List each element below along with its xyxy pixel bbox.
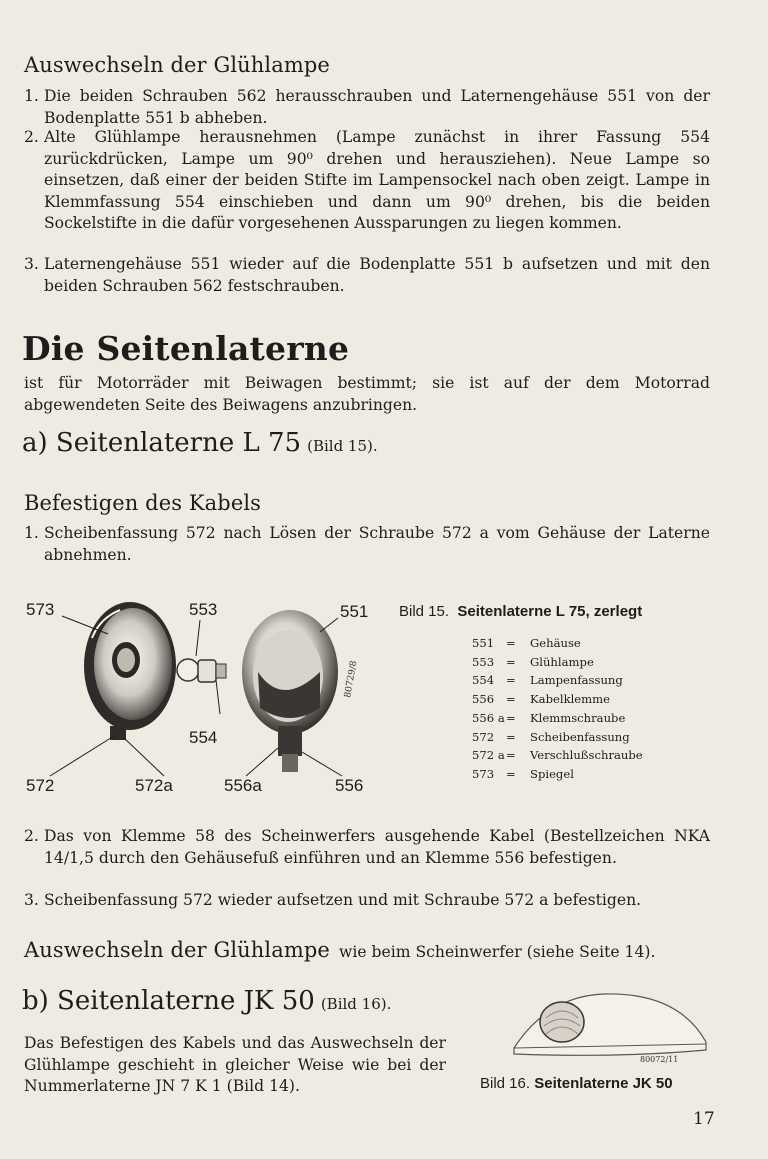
figure-15-drawing — [20, 598, 390, 803]
list-item: 3. Laternengehäuse 551 wieder auf die Bodenplatte 551 b aufsetzen und mit den beiden Schrauben 562 festschrauben. — [24, 255, 710, 295]
figure-15-stamp: 80729/8 — [343, 659, 360, 699]
legend-row: 556 = Kabelklemme — [472, 692, 611, 707]
side-lamp-intro: ist für Motorräder mit Beiwagen bestimmt; sie ist auf der dem Motorrad abgewendeten Seite des Beiwagens anzubringen. — [24, 374, 710, 414]
label-551: 551 — [340, 602, 369, 621]
heading-side-lamp: Die Seitenlaterne — [22, 329, 350, 368]
legend-row: 572 a = Verschlußschraube — [472, 748, 643, 763]
label-554: 554 — [189, 728, 218, 747]
legend-row: 553 = Glühlampe — [472, 654, 594, 669]
list-item: 1. Scheibenfassung 572 nach Lösen der Schraube 572 a vom Gehäuse der Laterne abnehmen. — [24, 524, 710, 564]
label-556: 556 — [335, 776, 364, 795]
legend-row: 572 = Scheibenfassung — [472, 729, 630, 744]
label-556a: 556a — [224, 776, 262, 795]
bulb-replacement-line: Auswechseln der Glühlampe wie beim Scheinwerfer (siehe Seite 14). — [24, 938, 656, 962]
figure-15-legend — [472, 634, 643, 784]
reflector-icon — [540, 1002, 584, 1042]
figure-15-caption: Bild 15. Seitenlaterne L 75, zerlegt — [399, 603, 643, 620]
figure-16-drawing — [508, 988, 712, 1064]
housing-icon — [242, 610, 359, 772]
label-553: 553 — [189, 600, 218, 619]
label-572a: 572a — [135, 776, 173, 795]
jk50-text: Das Befestigen des Kabels und das Auswechseln der Glühlampe geschieht in gleicher Weise wie bei der Nummerlaterne JN 7 K 1 (Bild 14). — [24, 1034, 446, 1095]
label-572: 572 — [26, 776, 55, 795]
legend-row: 551 = Gehäuse — [472, 636, 581, 650]
bulb-icon — [177, 659, 226, 682]
legend-row: 554 = Lampenfassung — [472, 673, 623, 688]
figure-16-stamp: 80072/11 — [640, 1055, 679, 1064]
heading-bulb-replacement: Auswechseln der Glühlampe — [24, 53, 330, 77]
list-item: 1. Die beiden Schrauben 562 herausschrauben und Laternengehäuse 551 von der Bodenplatte 551 b abheben. — [24, 87, 710, 127]
legend-row: 556 a = Klemmschraube — [472, 710, 626, 725]
page-number: 17 — [693, 1109, 715, 1129]
heading-jk50: b) Seitenlaterne JK 50 (Bild 16). — [22, 986, 392, 1016]
heading-l75: a) Seitenlaterne L 75 (Bild 15). — [22, 428, 378, 458]
label-573: 573 — [26, 600, 55, 619]
list-item: 3. Scheibenfassung 572 wieder aufsetzen und mit Schraube 572 a befestigen. — [24, 891, 642, 909]
list-item: 2. Das von Klemme 58 des Scheinwerfers ausgehende Kabel (Bestellzeichen NKA 14/1,5 durch den Gehäusefuß einführen und an Klemme 556 befestigen. — [24, 827, 710, 867]
list-item: 2. Alte Glühlampe herausnehmen (Lampe zunächst in ihrer Fassung 554 zurückdrücken, Lampe um 90⁰ drehen und herausziehen). Neue Lampe so einsetzen, daß einer der beiden Stifte im Lampensockel nach oben zeigt. Lampe in Klemmfassung 554 einschieben und dann um 90⁰ drehen, bis die beiden Sockelstifte in die dafür vorgesehenen Aussparungen zu liegen kommen. — [24, 128, 710, 232]
lens-frame-icon — [84, 602, 176, 740]
figure-16-caption: Bild 16. Seitenlaterne JK 50 — [480, 1075, 673, 1092]
legend-row: 573 = Spiegel — [472, 766, 574, 781]
heading-cable-fixing: Befestigen des Kabels — [24, 491, 262, 515]
